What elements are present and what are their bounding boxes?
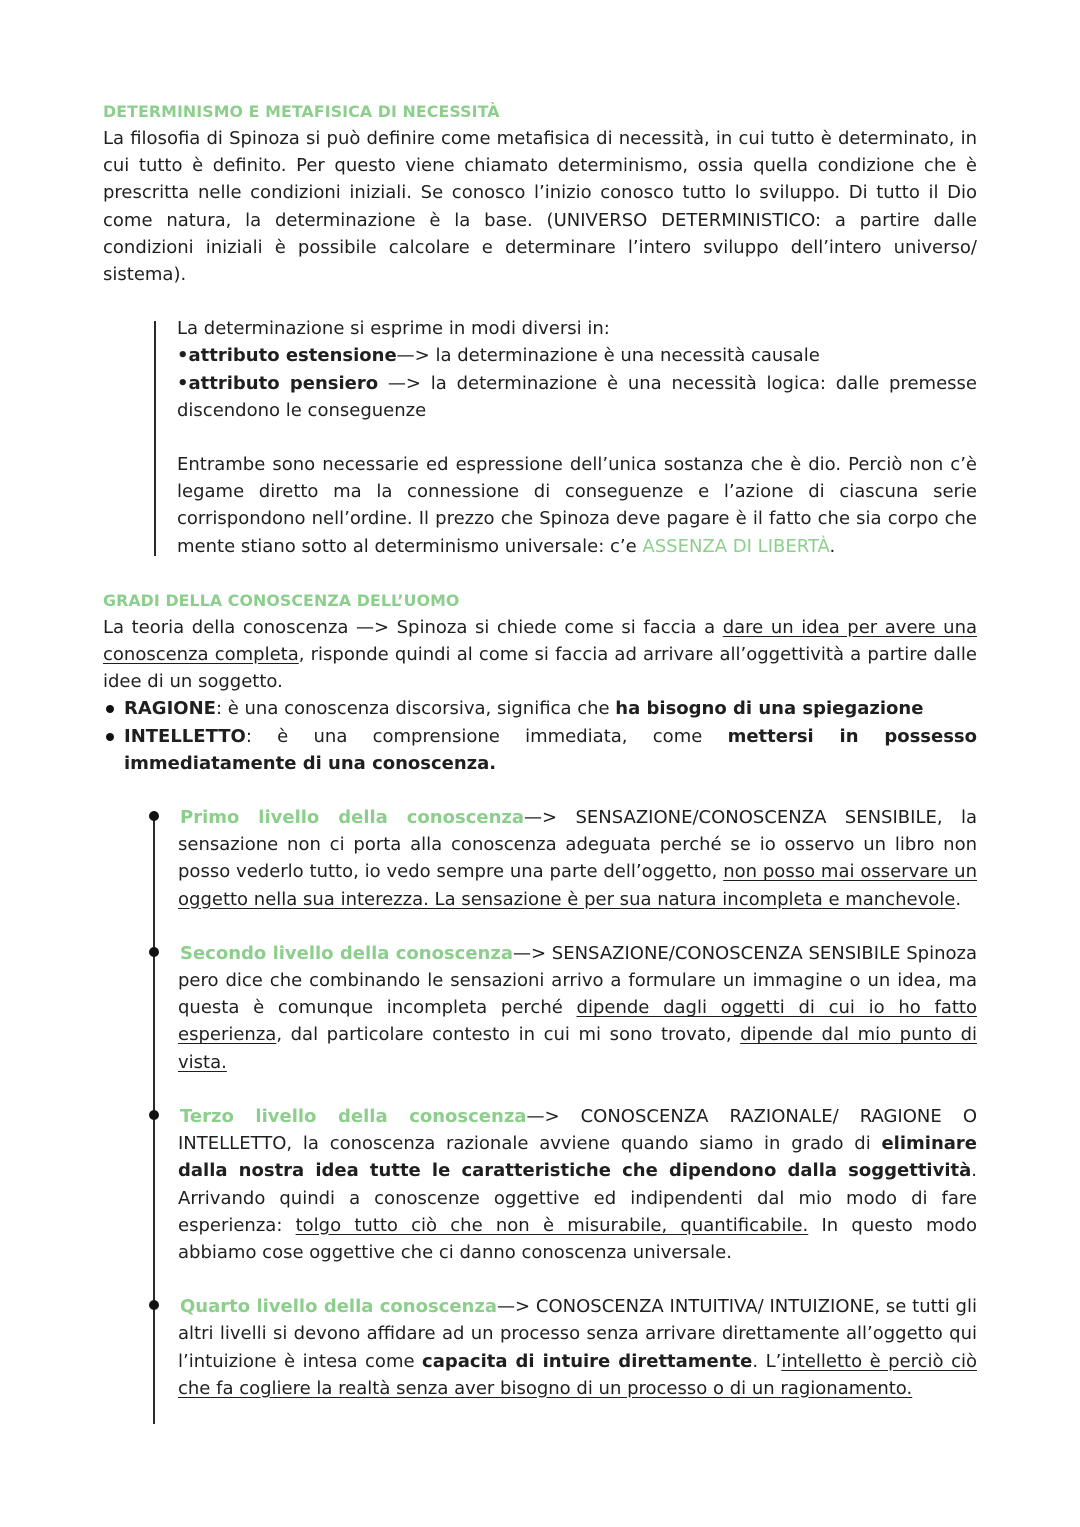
timeline-step-1: Primo livello della conoscenza—> SENSAZIONE/CONOSCENZA SENSIBILE, la sensazione non ci porta alla conoscenza adeguata perché se io osservo un libro non posso vederlo tutto, io vedo sempre una parte dell’oggetto, non posso mai osservare un oggetto nella sua interezza. La sensazione è per sua natura incompleta e manchevole.	[178, 804, 977, 913]
timeline-step-2: Secondo livello della conoscenza—> SENSAZIONE/CONOSCENZA SENSIBILE Spinoza pero dice che combinando le sensazioni arrivo a formulare un immagine o un idea, ma questa è comunque incompleta perché dipende dagli oggetti di cui io ho fatto esperienza, dal particolare contesto in cui mi sono trovato, dipende dal mio punto di vista.	[178, 940, 977, 1076]
timeline-dot	[149, 1110, 159, 1120]
section-title-determinismo: DETERMINISMO E METAFISICA DI NECESSITÀ	[103, 102, 500, 121]
list-item: RAGIONE: è una conoscenza discorsiva, significa che ha bisogno di una spiegazione	[103, 695, 977, 722]
timeline-dot	[149, 811, 159, 821]
quote-bar	[154, 321, 156, 556]
quote-block-determinazione	[103, 315, 977, 560]
timeline-step-3: Terzo livello della conoscenza—> CONOSCENZA RAZIONALE/ RAGIONE O INTELLETTO, la conoscenza razionale avviene quando siamo in grado di eliminare dalla nostra idea tutte le caratteristiche che dipendono dalla soggettività. Arrivando quindi a conoscenze oggettive ed indipendenti dal mio modo di fare esperienza: tolgo tutto ciò che non è misurabile, quantificabile. In questo modo abbiamo cose oggettive che ci danno conoscenza universale.	[178, 1103, 977, 1266]
quote-item-pensiero: •attributo pensiero —> la determinazione è una necessità logica: dalle premesse discendono le conseguenze	[177, 372, 977, 421]
bullet-list-ragione-intelletto	[103, 695, 977, 777]
timeline-livelli	[103, 804, 977, 1402]
timeline-step-4: Quarto livello della conoscenza—> CONOSCENZA INTUITIVA/ INTUIZIONE, se tutti gli altri livelli si devono affidare ad un processo senza arrivare direttamente all’oggetto qui l’intuizione è intesa come capacita di intuire direttamente. L’intelletto è perciò ciò che fa cogliere la realtà senza aver bisogno di un processo o di un ragionamento.	[178, 1293, 977, 1402]
list-item: INTELLETTO: è una comprensione immediata, come mettersi in possesso immediatamente di una conoscenza.	[103, 723, 977, 777]
timeline-dot	[149, 947, 159, 957]
document-page	[103, 98, 977, 1429]
timeline-dot	[149, 1300, 159, 1310]
paragraph-determinismo: La filosofia di Spinoza si può definire come metafisica di necessità, in cui tutto è determinato, in cui tutto è definito. Per questo viene chiamato determinismo, ossia quella condizione che è prescritta nelle condizioni iniziali. Se conosco l’inizio conosco tutto lo sviluppo. Di tutto il Dio come natura, la determinazione è la base. (UNIVERSO DETERMINISTICO: a partire dalle condizioni iniziali è possibile calcolare e determinare l’intero sviluppo dell’intero universo/ sistema).	[103, 128, 977, 286]
quote-item-estensione: •attributo estensione—> la determinazione è una necessità causale	[177, 345, 820, 367]
highlight-assenza-liberta: ASSENZA DI LIBERTÀ	[642, 535, 830, 557]
paragraph-teoria: La teoria della conoscenza —> Spinoza si chiede come si faccia a dare un idea per avere una conoscenza completa, risponde quindi al come si faccia ad arrivare all’oggettività a partire dalle idee di un soggetto.	[103, 616, 978, 693]
quote-intro: La determinazione si esprime in modi diversi in:	[177, 318, 610, 340]
quote-paragraph: Entrambe sono necessarie ed espressione dell’unica sostanza che è dio. Perciò non c’è legame diretto ma la connessione di conseguenze e l’azione di ciascuna serie corrispondono nell’ordine. Il prezzo che Spinoza deve pagare è il fatto che sia corpo che mente stiano sotto al determinismo universale: c’e ASSENZA DI LIBERTÀ.	[177, 454, 977, 557]
section-title-gradi: GRADI DELLA CONOSCENZA DELL’UOMO	[103, 590, 460, 610]
